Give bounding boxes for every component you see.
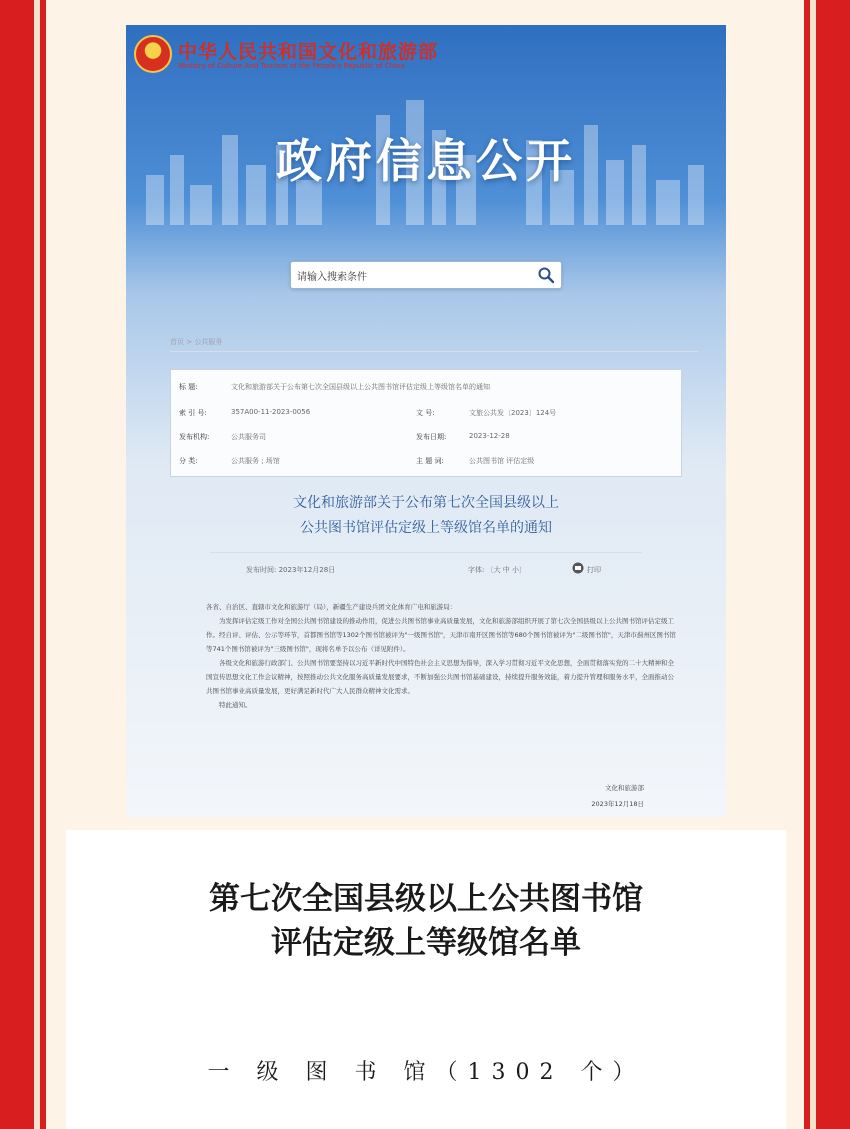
doc-no-value: 文旅公共发〔2023〕124号 — [469, 409, 557, 417]
banner-title: 政府信息公开 — [276, 134, 576, 188]
print-button[interactable]: 打印 — [587, 566, 601, 574]
search-placeholder: 请输入搜索条件 — [297, 272, 367, 283]
divider — [170, 351, 698, 352]
search-icon[interactable] — [537, 266, 555, 284]
list-title-line2: 评估定级上等级馆名单 — [271, 925, 581, 961]
metadata-table — [170, 369, 682, 477]
title-key: 标 题: — [179, 383, 198, 391]
left-border — [0, 0, 46, 1129]
list-title-line1: 第七次全国县级以上公共图书馆 — [209, 881, 643, 917]
title-value: 文化和旅游部关于公布第七次全国县级以上公共图书馆评估定级上等级馆名单的通知 — [231, 383, 490, 391]
ministry-name-en: Ministry of Culture And Tourism of the People's Republic of China — [178, 62, 405, 70]
breadcrumb[interactable]: 首页 > 公共服务 — [170, 338, 223, 346]
divider — [210, 552, 642, 553]
body-paragraph: 各省、自治区、直辖市文化和旅游厅（局），新疆生产建设兵团文化体育广电和旅游局： — [206, 603, 457, 611]
list-card — [66, 830, 786, 1129]
publish-time: 发布时间: 2023年12月28日 — [246, 566, 336, 574]
right-border — [804, 0, 850, 1129]
subject-value: 公共图书馆 评估定级 — [469, 457, 535, 465]
subject-key: 主 题 词: — [416, 457, 444, 465]
print-icon[interactable] — [572, 562, 584, 574]
list-title — [66, 877, 786, 965]
document-title — [126, 491, 726, 541]
national-emblem-icon — [134, 35, 172, 73]
doc-no-key: 文 号: — [416, 409, 435, 417]
document-title-line1: 文化和旅游部关于公布第七次全国县级以上 — [293, 495, 559, 511]
ministry-name: 中华人民共和国文化和旅游部 — [178, 41, 439, 63]
date-value: 2023-12-28 — [469, 432, 510, 440]
font-size-control[interactable]: 字体: 〔大 中 小〕 — [468, 566, 527, 574]
body-paragraph: 为发挥评估定级工作对全国公共图书馆建设的推动作用，促进公共图书馆事业高质量发展，文化和旅游部组织开展了第七次全国县级以上公共图书馆评估定级工作。经自评、评估、公示等环节，首都图书馆等1302个图书馆被评为"一级图书馆"，天津市南开区图书馆等680个图书馆被评为"二级图书馆"，天津市蓟州区图书馆等741个图书馆被评为"三级图书馆"，现将名单予以公布（详见附件）。 — [206, 617, 676, 653]
search-input[interactable] — [290, 261, 562, 289]
issuer-value: 公共服务司 — [231, 433, 266, 441]
sign-date: 2023年12月18日 — [591, 800, 644, 808]
document-body — [206, 600, 676, 712]
level-heading: 一 级 图 书 馆（1302 个） — [207, 1060, 645, 1085]
screenshot-panel — [126, 25, 726, 817]
category-value: 公共服务 ; 场馆 — [231, 457, 280, 465]
issuer-key: 发布机构: — [179, 433, 210, 441]
date-key: 发布日期: — [416, 433, 447, 441]
code-value: 357A00-11-2023-0056 — [231, 408, 311, 416]
category-key: 分 类: — [179, 457, 198, 465]
body-paragraph: 各级文化和旅游行政部门、公共图书馆要坚持以习近平新时代中国特色社会主义思想为指导，深入学习贯彻习近平文化思想，全面贯彻落实党的二十大精神和全国宣传思想文化工作会议精神，按照推动公共文化服务高质量发展要求，不断加强公共图书馆基础建设，持续提升服务效能，着力提升管理和服务水平，全面推动公共图书馆事业高质量发展，更好满足新时代广大人民群众精神文化需求。 — [206, 659, 674, 695]
document-title-line2: 公共图书馆评估定级上等级馆名单的通知 — [300, 520, 552, 536]
code-key: 索 引 号: — [179, 409, 207, 417]
body-paragraph: 特此通知。 — [219, 701, 252, 709]
signer: 文化和旅游部 — [605, 784, 644, 792]
